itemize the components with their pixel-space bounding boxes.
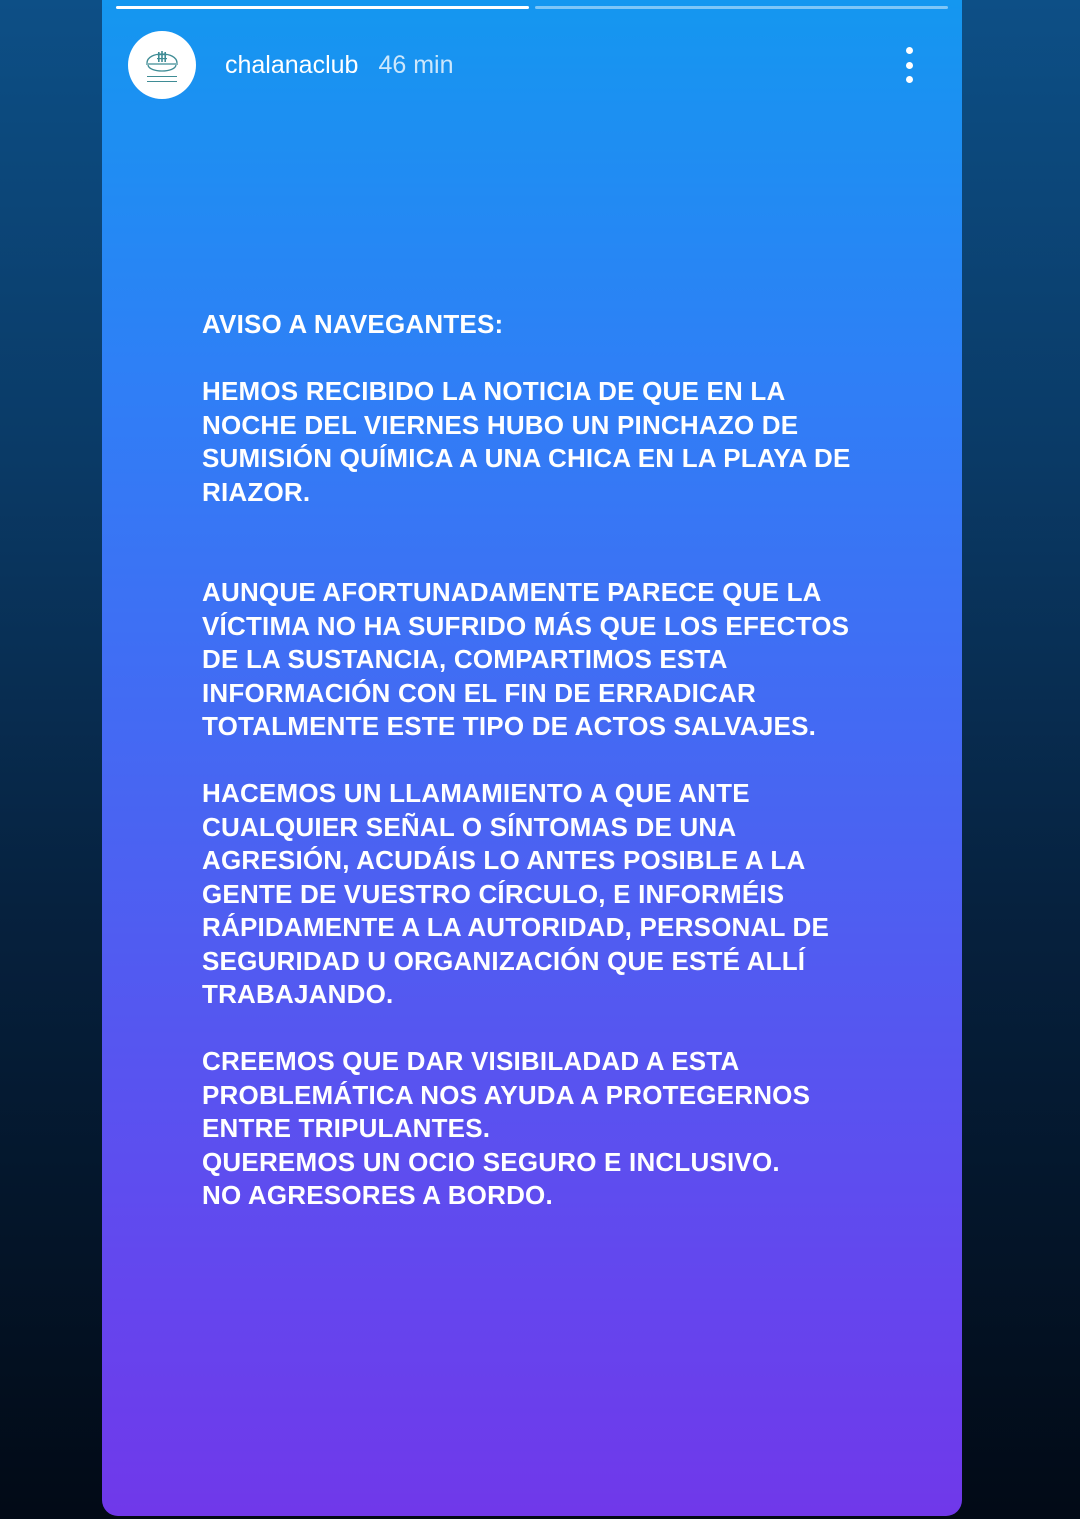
text-line: HACEMOS UN LLAMAMIENTO A QUE ANTE [202,778,750,808]
story-text [202,308,902,1213]
text-line: GENTE DE VUESTRO CÍRCULO, E INFORMÉIS [202,878,785,909]
more-dot [906,62,913,69]
username[interactable]: chalanaclub [225,50,359,79]
text-line: NOCHE DEL VIERNES HUBO UN PINCHAZO DE [202,409,799,440]
text-line: SUMISIÓN QUÍMICA A UNA CHICA EN LA PLAYA DE [202,443,851,473]
text-line: CUALQUIER SEÑAL O SÍNTOMAS DE UNA [202,811,737,842]
progress-segment-2 [535,6,948,9]
spacer [202,342,902,376]
story-title: AVISO A NAVEGANTES: [202,309,504,339]
spacer [202,1012,902,1046]
timestamp: 46 min [378,50,454,79]
spacer [202,744,902,778]
text-line: INFORMACIÓN CON EL FIN DE ERRADICAR [202,677,756,708]
text-line: PROBLEMÁTICA NOS AYUDA A PROTEGERNOS [202,1079,811,1110]
story-progress-bar [116,6,948,9]
spacer [202,509,902,576]
text-line: HEMOS RECIBIDO LA NOTICIA DE QUE EN LA [202,376,786,406]
text-line: CREEMOS QUE DAR VISIBILADAD A ESTA [202,1046,740,1076]
text-line: QUEREMOS UN OCIO SEGURO E INCLUSIVO. [202,1146,780,1177]
text-line: NO AGRESORES A BORDO. [202,1180,553,1210]
progress-fill [116,6,529,9]
more-vertical-icon[interactable] [894,43,924,87]
text-line: ENTRE TRIPULANTES. [202,1113,491,1143]
text-line: AGRESIÓN, ACUDÁIS LO ANTES POSIBLE A LA [202,845,806,875]
text-line: RIAZOR. [202,476,311,507]
chalana-logo-icon [135,38,189,92]
progress-segment-1 [116,6,529,9]
more-dot [906,76,913,83]
story-header [128,30,936,100]
text-line: TOTALMENTE ESTE TIPO DE ACTOS SALVAJES. [202,711,817,741]
text-line: RÁPIDAMENTE A LA AUTORIDAD, PERSONAL DE [202,912,830,942]
text-line: TRABAJANDO. [202,979,394,1009]
text-line: AUNQUE AFORTUNADAMENTE PARECE QUE LA [202,577,822,607]
avatar[interactable] [128,31,196,99]
story-card[interactable] [102,0,962,1516]
text-line: VÍCTIMA NO HA SUFRIDO MÁS QUE LOS EFECTOS [202,610,850,641]
more-dot [906,47,913,54]
text-line: SEGURIDAD U ORGANIZACIÓN QUE ESTÉ ALLÍ [202,945,806,976]
text-line: DE LA SUSTANCIA, COMPARTIMOS ESTA [202,644,728,674]
